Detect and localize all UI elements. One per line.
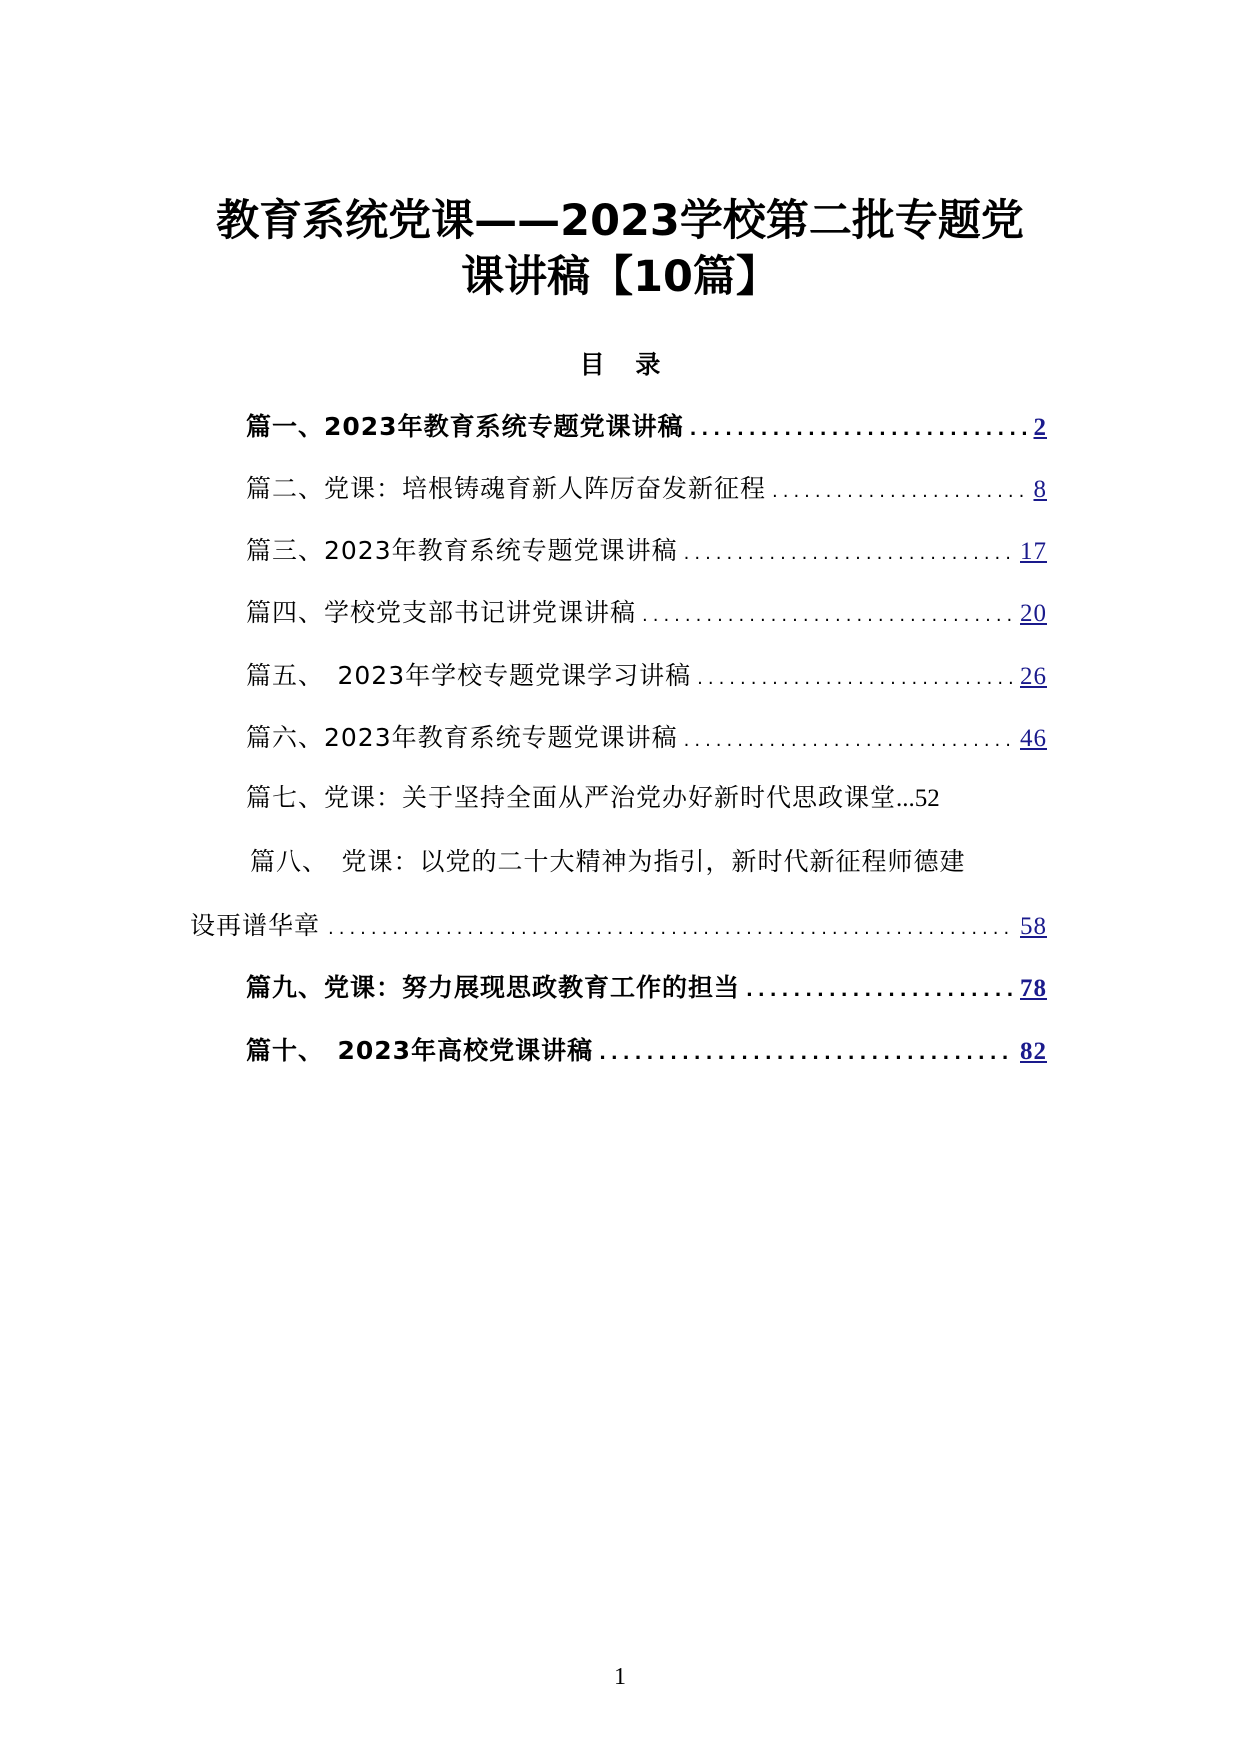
toc-entry-label: 篇三、2023年教育系统专题党课讲稿 [246,536,678,565]
toc-entry-9[interactable] [246,968,1047,1004]
toc-leader-dots [599,1043,1014,1064]
toc-entry-label: 篇四、学校党支部书记讲党课讲稿 [246,598,637,627]
toc-entry-label: 篇一、2023年教育系统专题党课讲稿 [246,412,684,441]
toc-leader-dots [328,918,1012,939]
toc-entry-3[interactable] [246,531,1047,567]
toc-page-link[interactable]: 17 [1020,538,1047,565]
toc-entry-label: 篇二、党课：培根铸魂育新人阵厉奋发新征程 [246,474,767,503]
toc-heading: 目 录 [579,350,661,379]
toc-page-link[interactable]: 82 [1020,1038,1047,1065]
toc-page-link[interactable]: 78 [1020,975,1047,1002]
toc-entry-trail: ...52 [896,785,940,812]
toc-entry-label: 篇十、 2023年高校党课讲稿 [246,1036,594,1065]
toc-page-link[interactable]: 20 [1020,600,1047,627]
toc-entry-8-line-1[interactable]: 篇八、 党课：以党的二十大精神为指引，新时代新征程师德建 [250,847,966,876]
toc-leader-dots [746,980,1014,1001]
toc-entry-7[interactable] [246,778,940,814]
toc-leader-dots [690,419,1028,440]
toc-page-link[interactable]: 58 [1020,913,1047,940]
toc-entry-label: 篇九、党课：努力展现思政教育工作的担当 [246,973,741,1002]
toc-entry-4[interactable] [246,593,1047,629]
toc-leader-dots [684,543,1014,564]
toc-leader-dots [697,668,1014,689]
page-title-line-2: 课讲稿【10篇】 [461,252,779,302]
toc-page-link[interactable]: 8 [1033,476,1047,503]
toc-entry-8-line-2[interactable] [190,906,1047,942]
toc-leader-dots [772,481,1027,502]
toc-entry-label: 篇六、2023年教育系统专题党课讲稿 [246,723,678,752]
toc-leader-dots [642,605,1014,626]
toc-page-link[interactable]: 46 [1020,725,1047,752]
toc-entry-label: 篇七、党课：关于坚持全面从严治党办好新时代思政课堂 [246,783,897,812]
toc-entry-5[interactable] [246,656,1047,692]
toc-entry-label: 篇五、 2023年学校专题党课学习讲稿 [246,661,692,690]
toc-entry-1[interactable] [246,407,1047,443]
toc-page-link[interactable]: 2 [1033,414,1047,441]
page-title-line-1: 教育系统党课——2023学校第二批专题党 [216,196,1024,246]
toc-leader-dots [684,730,1014,751]
toc-entry-label: 设再谱华章 [190,911,321,940]
footer-page-number: 1 [614,1664,626,1690]
toc-entry-2[interactable] [246,469,1047,505]
toc-entry-10[interactable] [246,1031,1047,1067]
toc-page-link[interactable]: 26 [1020,663,1047,690]
toc-entry-6[interactable] [246,718,1047,754]
